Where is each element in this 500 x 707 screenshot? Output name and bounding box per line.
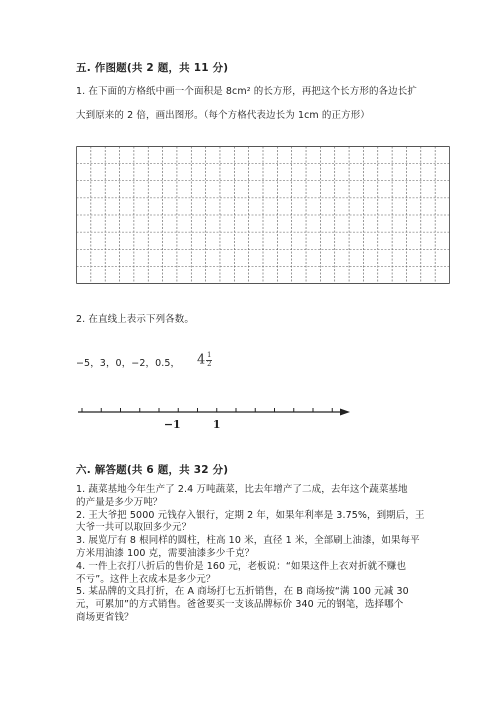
question-line: 3. 展览厅有 8 根同样的圆柱，柱高 10 米，直径 1 米，全部刷上油漆，如果每平 (76, 535, 420, 547)
question-line: 2. 王大爷把 5000 元钱存入银行，定期 2 年，如果年利率是 3.75%，到期后，王 (76, 509, 425, 521)
question-line: 5. 某品牌的文具打折，在 A 商场打七五折销售，在 B 商场按“满 100 元减 30 (76, 586, 409, 598)
grid-paper (76, 146, 450, 284)
number-line-label-neg: −1 (163, 418, 181, 431)
question-line: 商场更省钱？ (76, 611, 134, 623)
question-line: 大爷一共可以取回多少元？ (76, 522, 192, 534)
question-line: 4. 一件上衣打八折后的售价是 160 元，老板说：“如果这件上衣对折就不赚也 (76, 560, 407, 572)
section5-heading: 五. 作图题(共 2 题，共 11 分) (76, 62, 229, 74)
q2-numbers: −5，3，0，−2，0.5， (76, 358, 181, 369)
number-line-label-pos: 1 (212, 418, 221, 431)
q2-title: 2. 在直线上表示下列各数。 (76, 314, 194, 325)
arrow-head-icon (340, 409, 350, 416)
section6-heading: 六. 解答题(共 6 题，共 32 分) (76, 464, 229, 476)
question-line: 方米用油漆 100 克，需要油漆多少千克？ (76, 547, 255, 559)
fraction-denominator: 2 (207, 360, 212, 368)
question-line: 1. 蔬菜基地今年生产了 2.4 万吨蔬菜，比去年增产了二成，去年这个蔬菜基地 (76, 484, 408, 495)
number-line (78, 404, 350, 434)
q1-line2: 大到原来的 2 倍，画出图形。（每个方格代表边长为 1cm 的正方形） (76, 110, 370, 121)
mixed-fraction (206, 352, 212, 368)
fraction-numerator: 1 (207, 351, 212, 359)
question-line: 不亏”。这件上衣成本是多少元？ (76, 573, 216, 585)
number-line-svg (78, 404, 350, 434)
mixed-whole: 4 (197, 352, 206, 368)
q1-line1: 1. 在下面的方格纸中画一个面积是 8cm² 的长方形，再把这个长方形的各边长扩 (76, 86, 417, 97)
question-line: 元，可累加”的方式销售。爸爸要买一支该品牌标价 340 元的钢笔，选择哪个 (76, 599, 404, 611)
question-line: 的产量是多少万吨？ (76, 496, 163, 508)
section6-questions (76, 484, 425, 625)
grid-svg (76, 146, 450, 284)
q2-mixed-number (197, 352, 212, 368)
